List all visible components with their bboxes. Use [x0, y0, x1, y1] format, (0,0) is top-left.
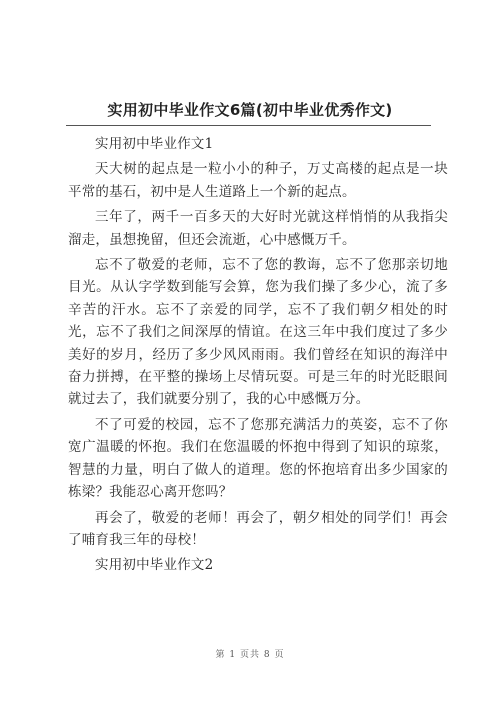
- section-heading-2: 实用初中毕业作文2: [95, 557, 214, 574]
- paragraph: 不了可爱的校园，忘不了您那充满活力的英姿，忘不了你宽广温暖的怀抱。我们在您温暖的怀抱中得到了知识的琼浆，智慧的力量，明白了做人的道理。您的怀抱培育出多少国家的栋梁？我能忍心离开您吗？: [68, 416, 448, 501]
- title-divider: [66, 125, 431, 126]
- document-body: [68, 133, 448, 580]
- section-heading-1: 实用初中毕业作文1: [95, 136, 214, 152]
- document-title: 实用初中毕业作文6篇(初中毕业优秀作文): [107, 101, 393, 119]
- paragraph: 再会了，敬爱的老师！再会了，朝夕相处的同学们！再会了哺育我三年的母校！: [68, 509, 448, 548]
- paragraph: 天大树的起点是一粒小小的种子，万丈高楼的起点是一块平常的基石，初中是人生道路上一个新的起点。: [68, 161, 448, 200]
- paragraph: 忘不了敬爱的老师，忘不了您的教诲，忘不了您那亲切地目光。从认字学数到能写会算，您为我们操了多少心，流了多辛苦的汗水。忘不了亲爱的同学，忘不了我们朝夕相处的时光，忘不了我们之间深厚的情谊。在这三年中我们度过了多少美好的岁月，经历了多少风风雨雨。我们曾经在知识的海洋中奋力拼搏，在平整的操场上尽情玩耍。可是三年的时光眨眼间就过去了，我们就要分别了，我的心中感慨万分。: [68, 257, 448, 408]
- paragraph: 三年了，两千一百多天的大好时光就这样悄悄的从我指尖溜走，虽想挽留，但还会流逝，心中感慨万千。: [68, 209, 448, 248]
- page-footer: 第 1 页共 8 页: [215, 650, 285, 660]
